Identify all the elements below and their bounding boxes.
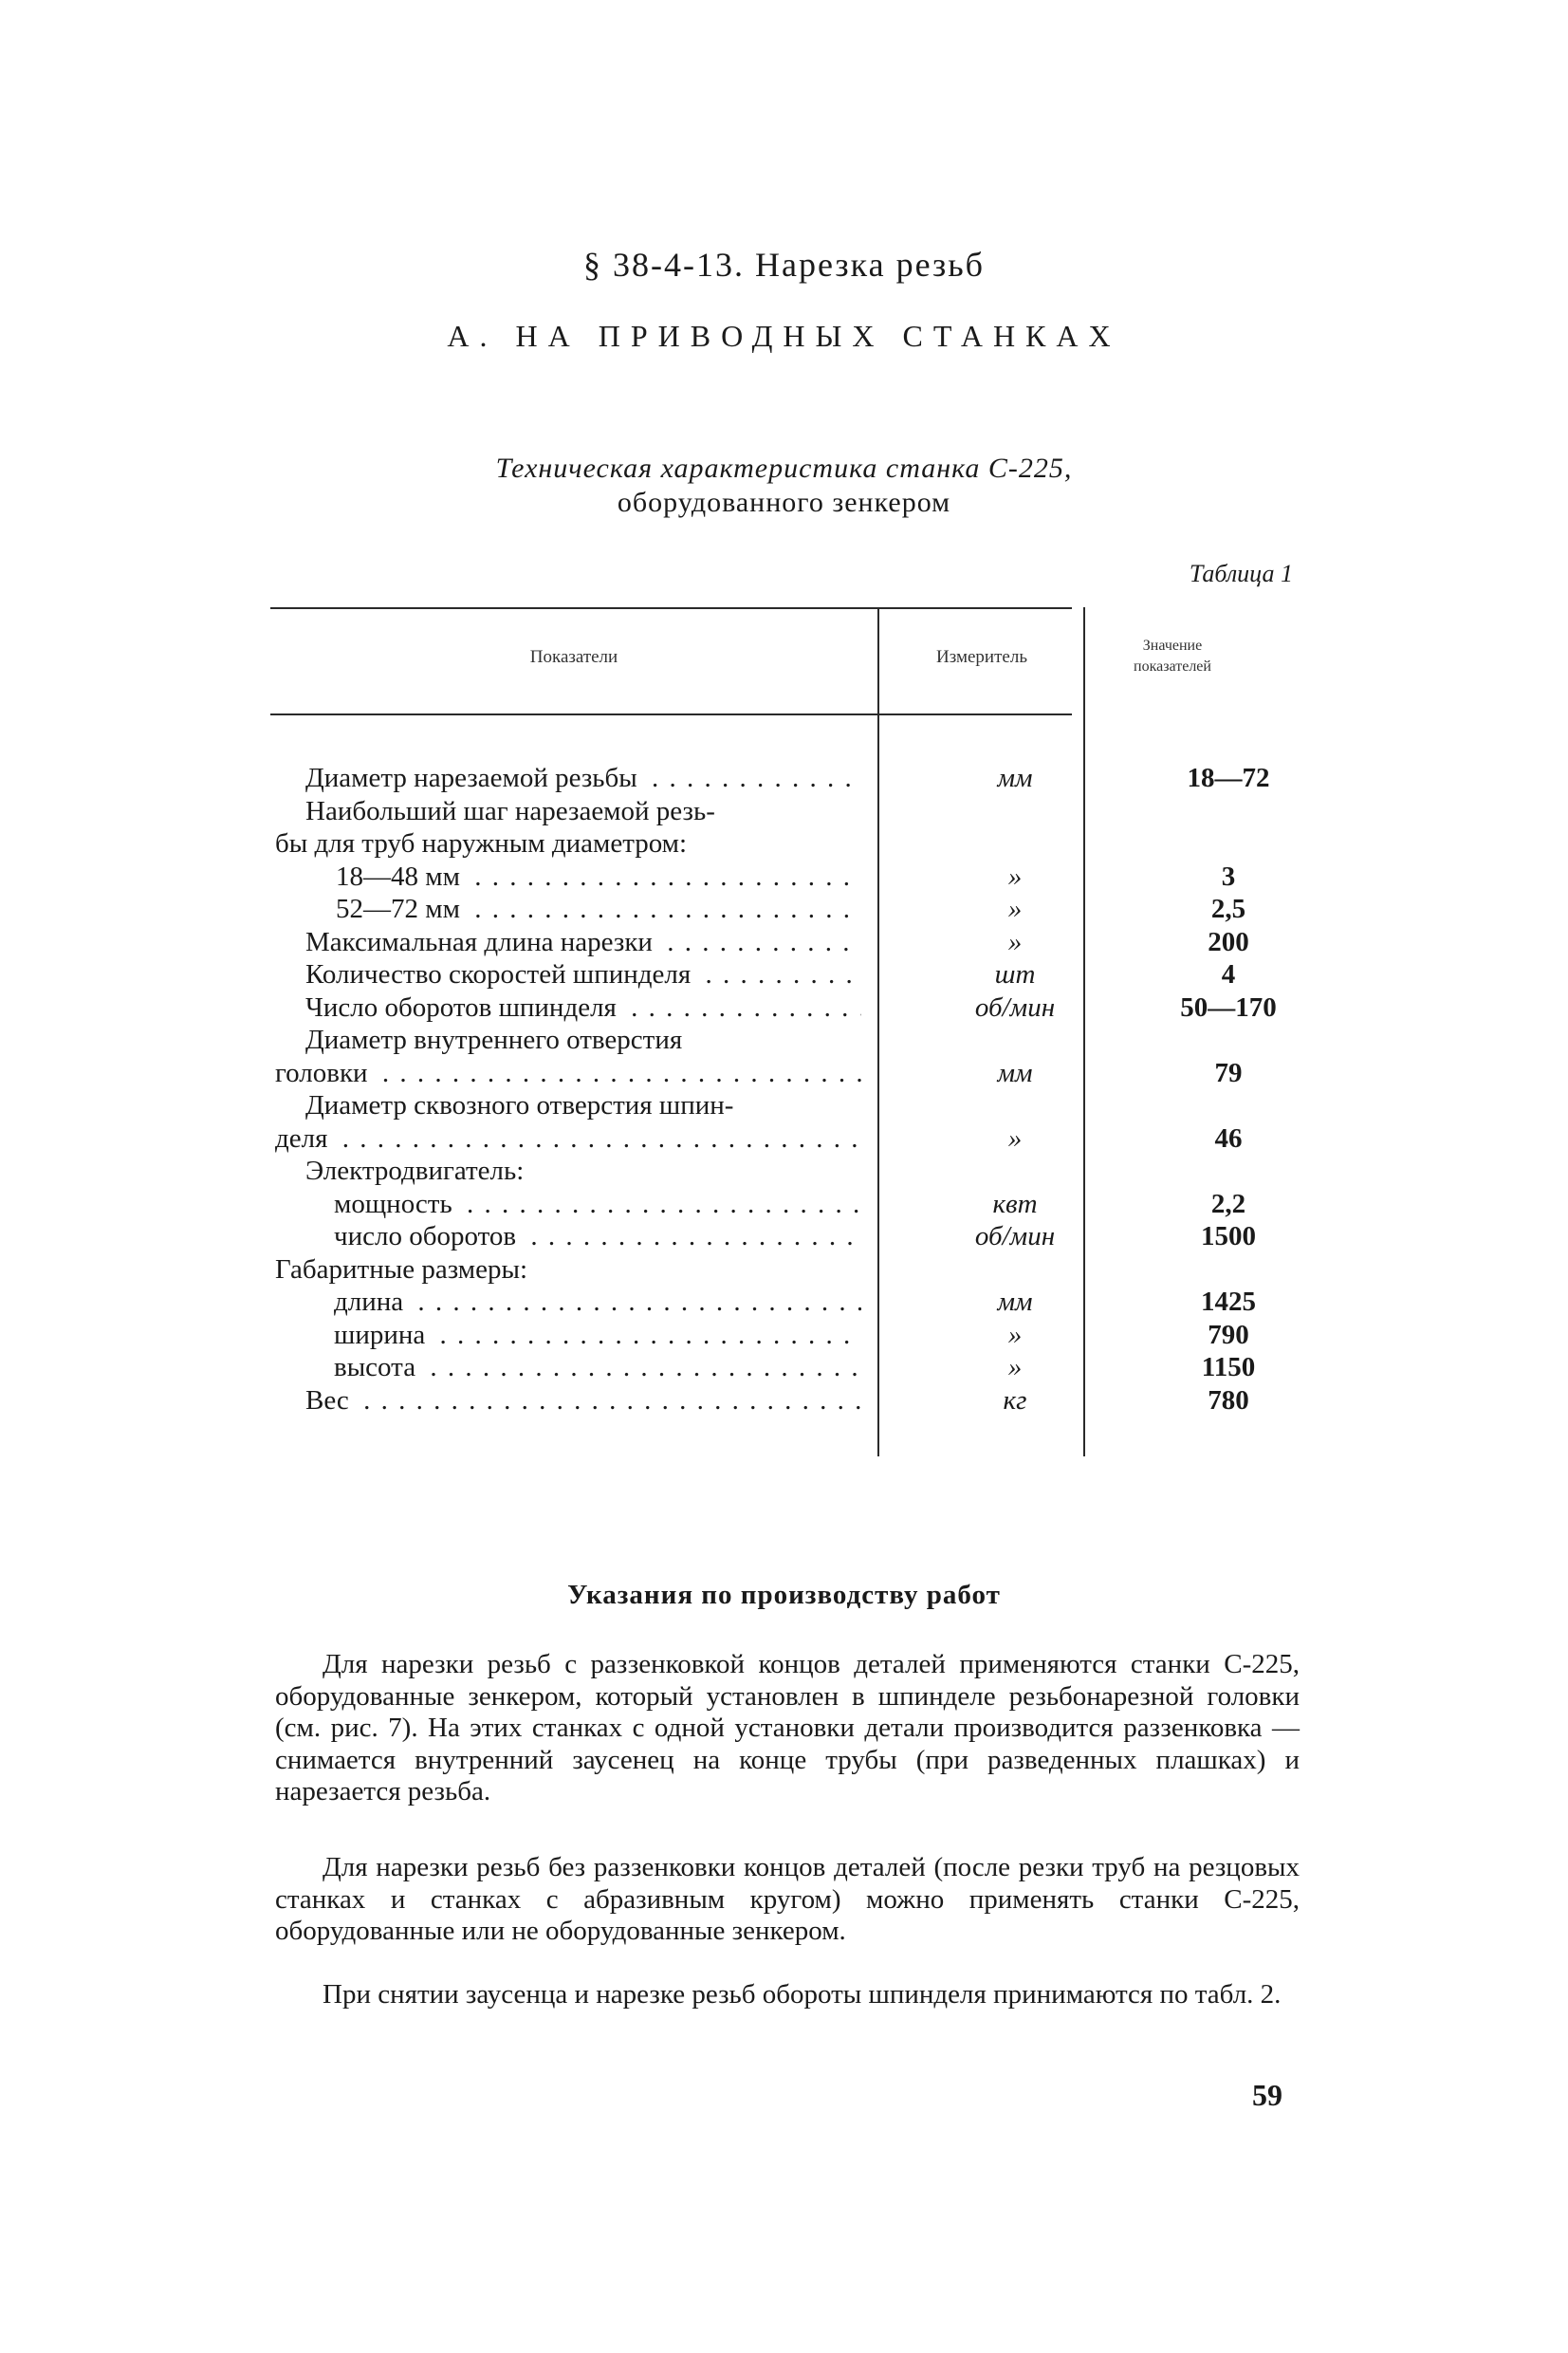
row-unit: » — [1007, 1352, 1023, 1382]
row-label: Максимальная длина нарезки — [305, 927, 658, 957]
row-unit: » — [1007, 894, 1023, 924]
table-caption — [0, 452, 1568, 520]
header-value — [1087, 636, 1258, 677]
row-value: 1500 — [1201, 1221, 1256, 1251]
row-value: 4 — [1221, 959, 1236, 990]
table-caption-line1: Техническая характеристика станка С-225, — [495, 453, 1073, 484]
table-header-rule — [270, 713, 1072, 715]
row-label: ширина — [334, 1320, 431, 1350]
table-label: Таблица 1 — [1189, 560, 1293, 587]
header-unit: Измеритель — [936, 647, 1027, 667]
table-caption-line2: оборудованного зенкером — [617, 487, 951, 518]
row-unit: мм — [997, 1287, 1033, 1317]
row-label: Вес — [305, 1385, 355, 1416]
row-unit: об/мин — [974, 991, 1056, 1023]
row-value: 200 — [1208, 926, 1249, 957]
row-unit: квт — [992, 1188, 1038, 1219]
row-value: 780 — [1208, 1384, 1249, 1416]
row-label: 52—72 мм — [336, 894, 466, 924]
row-label: 18—48 мм — [336, 862, 466, 892]
row-unit: мм — [997, 1057, 1033, 1088]
row-label: высота — [334, 1352, 421, 1382]
header-value-line1: Значение — [1142, 638, 1203, 654]
table-column-divider-1 — [877, 607, 879, 1456]
row-value: 50—170 — [1180, 991, 1277, 1023]
row-label: бы для труб наружным диаметром: — [275, 828, 692, 859]
instructions-paragraph-3: При снятии заусенца и нарезке резьб обороты шпинделя принимаются по табл. 2. — [323, 1979, 1282, 2010]
row-label: число оборотов — [334, 1221, 522, 1251]
row-unit: » — [1007, 926, 1023, 957]
row-label: Наибольший шаг нарезаемой резь- — [305, 796, 721, 826]
row-label: длина — [334, 1287, 409, 1317]
row-value: 1150 — [1201, 1352, 1256, 1382]
header-value-line2: показателей — [1134, 658, 1211, 675]
row-value: 1425 — [1201, 1287, 1256, 1317]
page-number: 59 — [1252, 2078, 1282, 2112]
row-label: Габаритные размеры: — [275, 1254, 533, 1285]
row-unit: » — [1007, 1122, 1023, 1154]
row-value: 2,5 — [1210, 894, 1246, 924]
row-unit: » — [1007, 861, 1023, 892]
row-unit: об/мин — [974, 1221, 1056, 1251]
row-unit: шт — [994, 959, 1036, 990]
row-value: 3 — [1221, 861, 1236, 892]
instructions-paragraph-2: Для нарезки резьб без раззенковки концов деталей (после резки труб на резцовых станках и станках с абразивным кругом) можно применять станки С-225, оборудованные или не оборудованные зенкером. — [275, 1852, 1300, 1946]
row-label: мощность — [334, 1189, 458, 1219]
instructions-title: Указания по производству работ — [567, 1580, 1001, 1610]
row-label: головки — [275, 1058, 374, 1088]
row-value: 2,2 — [1210, 1188, 1246, 1219]
row-value: 18—72 — [1187, 763, 1270, 793]
row-value: 79 — [1214, 1057, 1243, 1088]
section-title: § 38-4-13. Нарезка резьб — [583, 246, 985, 284]
row-label: Диаметр сквозного отверстия шпин- — [305, 1090, 739, 1121]
row-label: Количество скоростей шпинделя — [305, 959, 696, 990]
row-label: деля — [275, 1123, 333, 1154]
row-unit: кг — [1003, 1384, 1027, 1416]
row-value: 46 — [1214, 1122, 1243, 1154]
section-subtitle: А. НА ПРИВОДНЫХ СТАНКАХ — [447, 319, 1121, 353]
row-label: Диаметр внутреннего отверстия — [305, 1025, 688, 1055]
row-label: Число оборотов шпинделя — [305, 992, 622, 1023]
header-indicator: Показатели — [529, 647, 618, 667]
row-label: Электродвигатель: — [305, 1156, 529, 1186]
row-value: 790 — [1208, 1319, 1249, 1350]
row-unit: » — [1007, 1319, 1023, 1350]
row-label: Диаметр нарезаемой резьбы — [305, 763, 643, 793]
table-top-rule — [270, 607, 1072, 609]
row-unit: мм — [997, 763, 1033, 793]
instructions-paragraph-1: Для нарезки резьб с раззенковкой концов деталей применяются станки С-225, оборудованные зенкером, который установлен в шпинделе резьбонарезной головки (см. рис. 7). На этих станках с одной установки детали производится раззенковка — снимается внутренний заусенец на конце трубы (при разведенных плашках) и нарезается резьба. — [275, 1649, 1300, 1806]
